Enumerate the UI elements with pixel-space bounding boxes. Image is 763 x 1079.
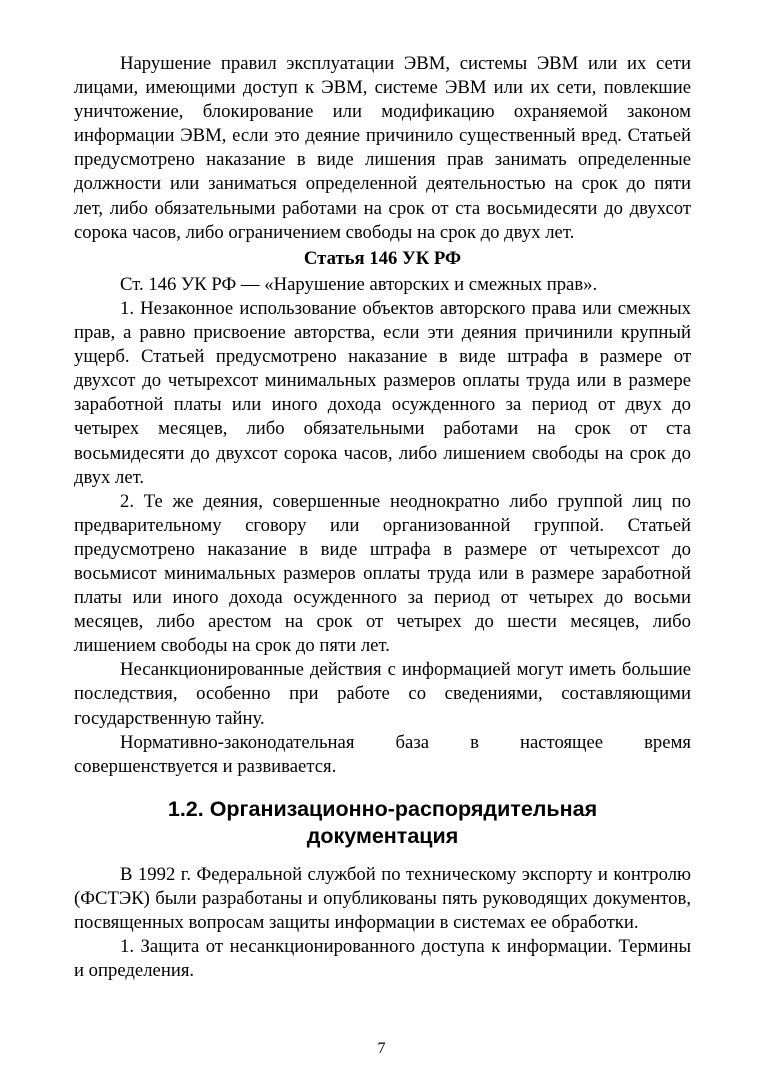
document-page bbox=[74, 52, 691, 983]
section-heading-line-2: документация bbox=[306, 823, 459, 848]
paragraph-fstek: В 1992 г. Федеральной службой по техническому экспорту и контролю (ФСТЭК) были разработаны и опубликованы пять руководящих документов, посвященных вопросам защиты информации в системах ее обработки. bbox=[74, 863, 691, 933]
paragraph-article-title: Ст. 146 УК РФ — «Нарушение авторских и смежных прав». bbox=[120, 273, 598, 295]
paragraph-point-2: 2. Те же деяния, совершенные неоднократно либо группой лиц по предварительному сговору или организованной группой. Статьей предусмотрено наказание в виде штрафа в размере от четырехсот до восьмисот минимальных размеров оплаты труда или в размере заработной платы или иного дохода осужденного за период от четырех до восьми месяцев, либо арестом на срок от четырех до шести месяцев, либо лишением свободы на срок до пяти лет. bbox=[74, 490, 691, 657]
paragraph-intro: Нарушение правил эксплуатации ЭВМ, системы ЭВМ или их сети лицами, имеющими доступ к ЭВМ, системе ЭВМ или их сети, повлекшие уничтожение, блокирование или модификацию охраняемой законом информации ЭВМ, если это деяние причинило существенный вред. Статьей предусмотрено наказание в виде лишения прав занимать определенные должности или заниматься определенной деятельностью на срок до пяти лет, либо обязательными работами на срок от ста восьмидесяти до двухсот сорока часов, либо ограничением свободы на срок до двух лет. bbox=[74, 53, 691, 243]
section-heading bbox=[74, 796, 691, 850]
paragraph-doc-item-1: 1. Защита от несанкционированного доступа к информации. Термины и определения. bbox=[74, 936, 691, 982]
paragraph-legal-base: Нормативно-законодательная база в настоящее время совершенствуется и развивается. bbox=[74, 731, 691, 777]
paragraph-unauthorized: Несанкционированные действия с информацией могут иметь большие последствия, особенно при работе со сведениями, составляющими государственную тайну. bbox=[74, 659, 691, 729]
page-number: 7 bbox=[377, 1040, 386, 1057]
paragraph-point-1: 1. Незаконное использование объектов авторского права или смежных прав, а равно присвоение авторства, если эти деяния причинили крупный ущерб. Статьей предусмотрено наказание в виде штрафа в размере от двухсот до четырехсот минимальных размеров оплаты труда или в размере заработной платы или иного дохода осужденного за период от двух до четырех месяцев, либо обязательными работами на срок от ста восьмидесяти до двухсот сорока часов, либо лишением свободы на срок до двух лет. bbox=[74, 297, 691, 488]
article-heading: Статья 146 УК РФ bbox=[303, 247, 462, 269]
section-heading-line-1: 1.2. Организационно-распорядительная bbox=[167, 796, 598, 821]
